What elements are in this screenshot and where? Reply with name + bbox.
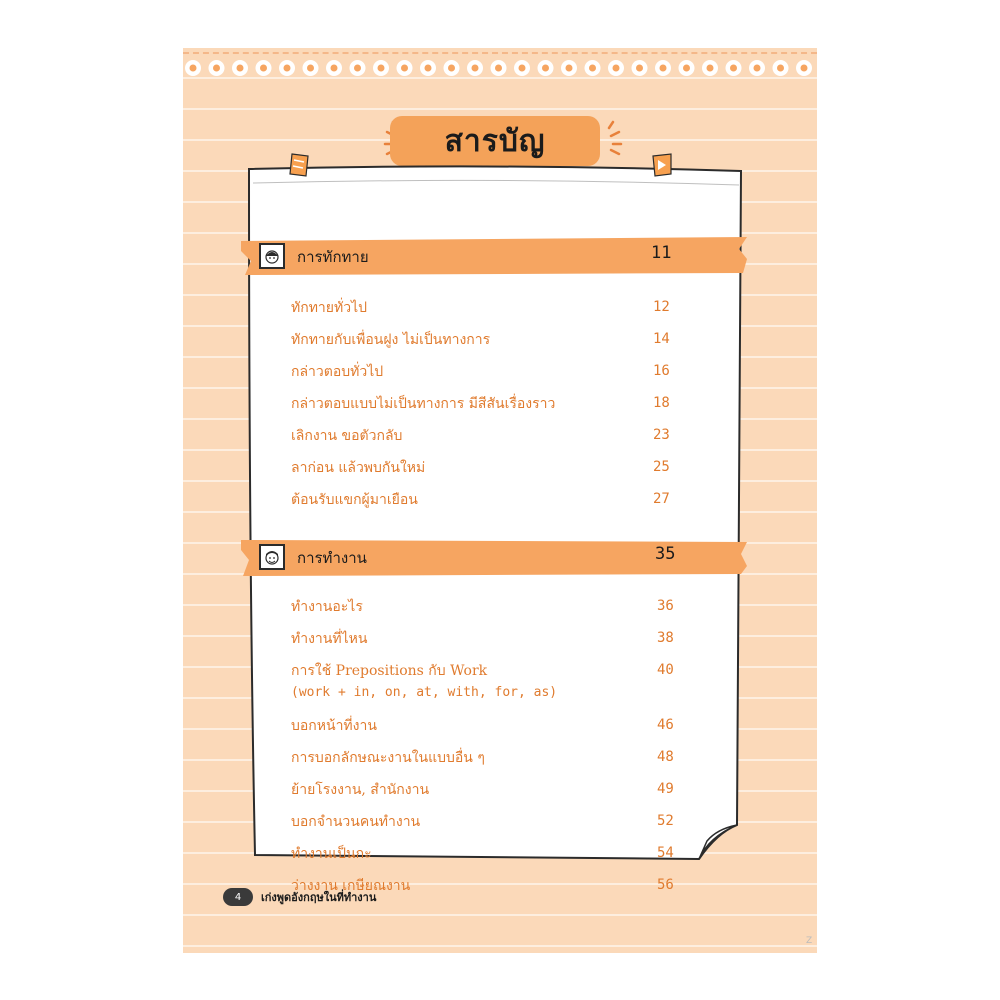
section-title: การทำงาน xyxy=(297,549,367,567)
scallop-center xyxy=(378,65,385,72)
scallop-center xyxy=(519,65,526,72)
section-page-number: 35 xyxy=(655,544,676,564)
scallop-center xyxy=(636,65,643,72)
scallop-center xyxy=(542,65,549,72)
toc-entry[interactable]: การบอกลักษณะงานในแบบอื่น ๆ xyxy=(291,750,485,766)
scallop-center xyxy=(730,65,737,72)
toc-entry-page: 16 xyxy=(653,363,670,379)
scallop-center xyxy=(589,65,596,72)
book-page xyxy=(183,48,817,953)
toc-entry-page: 23 xyxy=(653,427,670,443)
toc-entry[interactable]: ย้ายโรงงาน, สำนักงาน xyxy=(291,782,430,798)
toc-entry-page: 52 xyxy=(657,813,674,829)
scallop-center xyxy=(448,65,455,72)
toc-entry[interactable]: ทักทายทั่วไป xyxy=(291,300,368,316)
toc-entry-page: 56 xyxy=(657,877,674,893)
toc-entry-page: 40 xyxy=(657,662,674,678)
corner-mark: Z xyxy=(806,936,813,946)
footer-book-title: เก่งพูดอังกฤษในที่ทำงาน xyxy=(261,891,377,904)
scallop-center xyxy=(213,65,220,72)
toc-entry-page: 12 xyxy=(653,299,670,315)
toc-entry-page: 25 xyxy=(653,459,670,475)
toc-entry[interactable]: บอกจำนวนคนทำงาน xyxy=(291,814,421,830)
toc-entry-page: 14 xyxy=(653,331,670,347)
boy-portrait-icon xyxy=(259,544,285,570)
scallop-center xyxy=(425,65,432,72)
scallop-center xyxy=(613,65,620,72)
section-page-number: 11 xyxy=(651,243,672,263)
toc-entry-page: 18 xyxy=(653,395,670,411)
scallop-center xyxy=(260,65,267,72)
toc-entry[interactable]: กล่าวตอบแบบไม่เป็นทางการ มีสีสันเรื่องราว xyxy=(291,396,556,412)
scallop-center xyxy=(566,65,573,72)
scallop-center xyxy=(237,65,244,72)
toc-entry-page: 54 xyxy=(657,845,674,861)
tape-left xyxy=(289,152,311,178)
toc-entry[interactable]: เลิกงาน ขอตัวกลับ xyxy=(291,428,403,444)
toc-entry[interactable]: บอกหน้าที่งาน xyxy=(291,718,377,734)
scallop-center xyxy=(777,65,784,72)
toc-entry[interactable]: ทักทายกับเพื่อนฝูง ไม่เป็นทางการ xyxy=(291,332,491,348)
toc-entry[interactable]: ลาก่อน แล้วพบกันใหม่ xyxy=(291,460,426,476)
scallop-border xyxy=(183,54,817,84)
scallop-center xyxy=(190,65,197,72)
toc-entry-page: 49 xyxy=(657,781,674,797)
scallop-center xyxy=(683,65,690,72)
toc-entry-page: 36 xyxy=(657,598,674,614)
scallop-center xyxy=(354,65,361,72)
toc-entry[interactable]: ว่างงาน เกษียณงาน xyxy=(291,878,411,894)
scallop-center xyxy=(284,65,291,72)
toc-entry-page: 27 xyxy=(653,491,670,507)
scallop-center xyxy=(331,65,338,72)
toc-entry[interactable]: การใช้ Prepositions กับ Work xyxy=(291,663,488,679)
tape-right xyxy=(651,152,673,178)
toc-entry[interactable]: ทำงานอะไร xyxy=(291,599,363,615)
toc-entry-subtitle: (work + in, on, at, with, for, as) xyxy=(291,685,558,700)
title-banner xyxy=(390,116,600,166)
sparkle-right-icon xyxy=(603,114,633,164)
scallop-center xyxy=(801,65,808,72)
scallop-center xyxy=(660,65,667,72)
section-bar-work[interactable] xyxy=(241,538,747,576)
toc-card xyxy=(247,165,743,865)
scallop-center xyxy=(495,65,502,72)
section-title: การทักทาย xyxy=(297,248,369,266)
scallop-center xyxy=(401,65,408,72)
toc-entry[interactable]: ทำงานเป็นกะ xyxy=(291,846,372,862)
toc-entry[interactable]: ต้อนรับแขกผู้มาเยือน xyxy=(291,492,418,508)
section-bar-greeting[interactable] xyxy=(241,237,747,275)
scallop-center xyxy=(707,65,714,72)
toc-entry[interactable]: ทำงานที่ไหน xyxy=(291,631,368,647)
page-title: สารบัญ xyxy=(444,123,546,159)
toc-entry-page: 38 xyxy=(657,630,674,646)
footer-page-number: 4 xyxy=(223,888,253,906)
toc-entry[interactable]: กล่าวตอบทั่วไป xyxy=(291,364,384,380)
girl-portrait-icon xyxy=(259,243,285,269)
scallop-center xyxy=(307,65,314,72)
scallop-center xyxy=(754,65,761,72)
scallop-center xyxy=(472,65,479,72)
toc-entry-page: 46 xyxy=(657,717,674,733)
toc-entry-page: 48 xyxy=(657,749,674,765)
